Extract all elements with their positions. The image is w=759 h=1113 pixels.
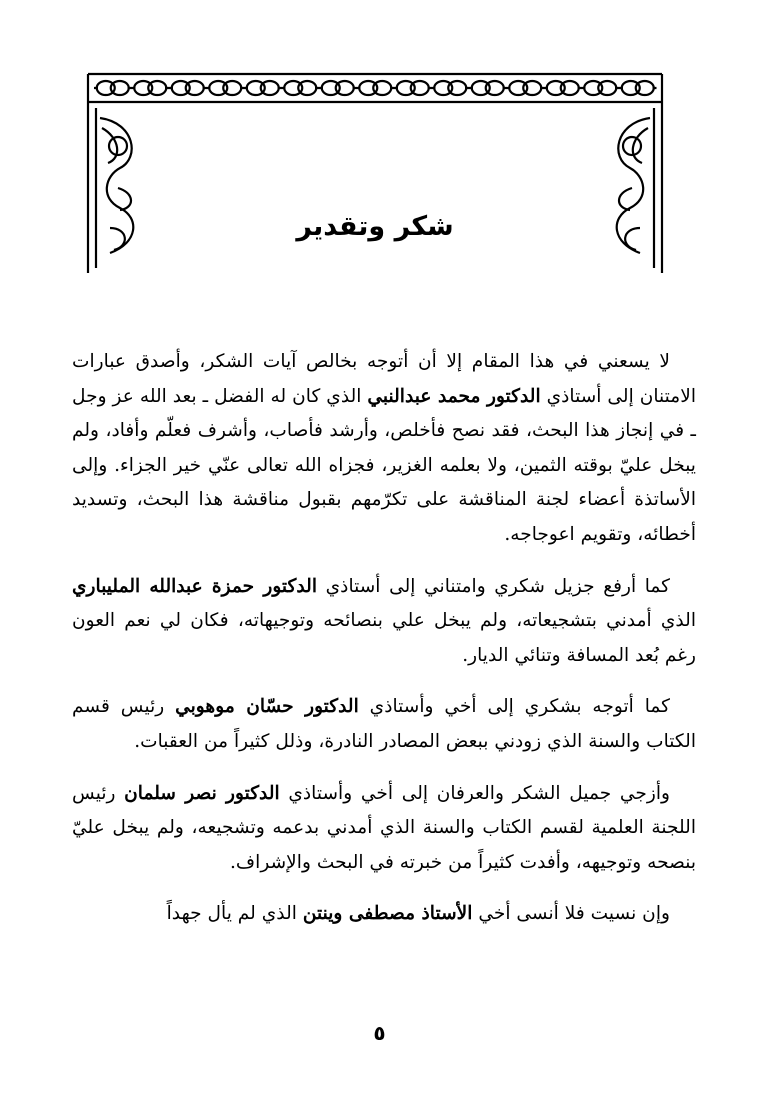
knot-loop bbox=[448, 81, 466, 95]
knot-loop bbox=[523, 81, 541, 95]
knot-loop bbox=[223, 81, 241, 95]
paragraph-text: رئيس اللجنة العلمية لقسم الكتاب والسنة الذي أمدني بدعمه وتشجيعه، ولم يبخل عليّ بنصحه وتوجيهه، وأفدت كثيراً من خبرته في البحث والإشراف. bbox=[72, 782, 696, 873]
knot-loop bbox=[148, 81, 166, 95]
knot-loop bbox=[373, 81, 391, 95]
knot-loop bbox=[186, 81, 204, 95]
honoree-name: الدكتور نصر سلمان bbox=[124, 782, 280, 804]
knot-loop bbox=[598, 81, 616, 95]
paragraph bbox=[72, 897, 696, 932]
knot-loop bbox=[336, 81, 354, 95]
paragraph-text: كما أرفع جزيل شكري وامتناني إلى أستاذي bbox=[317, 575, 670, 597]
page-number: ٥ bbox=[373, 1021, 386, 1045]
paragraph-text: وإن نسيت فلا أنسى أخي bbox=[472, 903, 670, 925]
page-title: شكر وتقدير bbox=[296, 211, 454, 242]
acknowledgement-text bbox=[72, 345, 696, 949]
honoree-name: الأستاذ مصطفى وينتن bbox=[302, 903, 473, 925]
knot-loop bbox=[298, 81, 316, 95]
paragraph bbox=[72, 690, 696, 759]
honoree-name: الدكتور محمد عبدالنبي bbox=[367, 385, 541, 407]
paragraph-text: الذي لم يأل جهداً bbox=[166, 903, 303, 925]
honoree-name: الدكتور حمزة عبدالله المليباري bbox=[72, 575, 317, 597]
knot-loop bbox=[411, 81, 429, 95]
paragraph bbox=[72, 345, 696, 553]
knot-loop bbox=[561, 81, 579, 95]
knot-loop bbox=[111, 81, 129, 95]
knot-loop bbox=[486, 81, 504, 95]
paragraph-text: رئيس قسم الكتاب والسنة الذي زودني ببعض المصادر النادرة، وذلل كثيراً من العقبات. bbox=[72, 696, 696, 752]
paragraph-text: كما أتوجه بشكري إلى أخي وأستاذي bbox=[358, 696, 670, 718]
paragraph-text: الذي أمدني بتشجيعاته، ولم يبخل علي بنصائحه وتوجيهاته، فكان لي نعم العون رغم بُعد المسافة وتنائي الديار. bbox=[72, 610, 696, 666]
paragraph-text: وأزجي جميل الشكر والعرفان إلى أخي وأستاذي bbox=[279, 782, 670, 804]
knot-loop bbox=[636, 81, 654, 95]
paragraph-text: الذي كان له الفضل ـ بعد الله عز وجل ـ في إنجاز هذا البحث، فقد نصح فأخلص، وأرشد فأصاب، وأشرف فعلّم وأفاد، ولم يبخل عليّ بوقته الثمين، ولا بعلمه الغزير، فجزاه الله تعالى عنّي خير الجزاء. وإلى الأساتذة أعضاء لجنة المناقشة على تكرّمهم بقبول مناقشة هذا البحث، وتسديد أخطائه، وتقويم اعوجاجه. bbox=[72, 385, 696, 545]
paragraph bbox=[72, 570, 696, 674]
knot-loop bbox=[261, 81, 279, 95]
paragraph-text: لا يسعني في هذا المقام إلا أن أتوجه بخالص آيات الشكر، وأصدق عبارات الامتنان إلى أستاذي bbox=[72, 351, 697, 407]
honoree-name: الدكتور حسّان موهوبي bbox=[175, 696, 359, 718]
paragraph bbox=[72, 777, 696, 881]
